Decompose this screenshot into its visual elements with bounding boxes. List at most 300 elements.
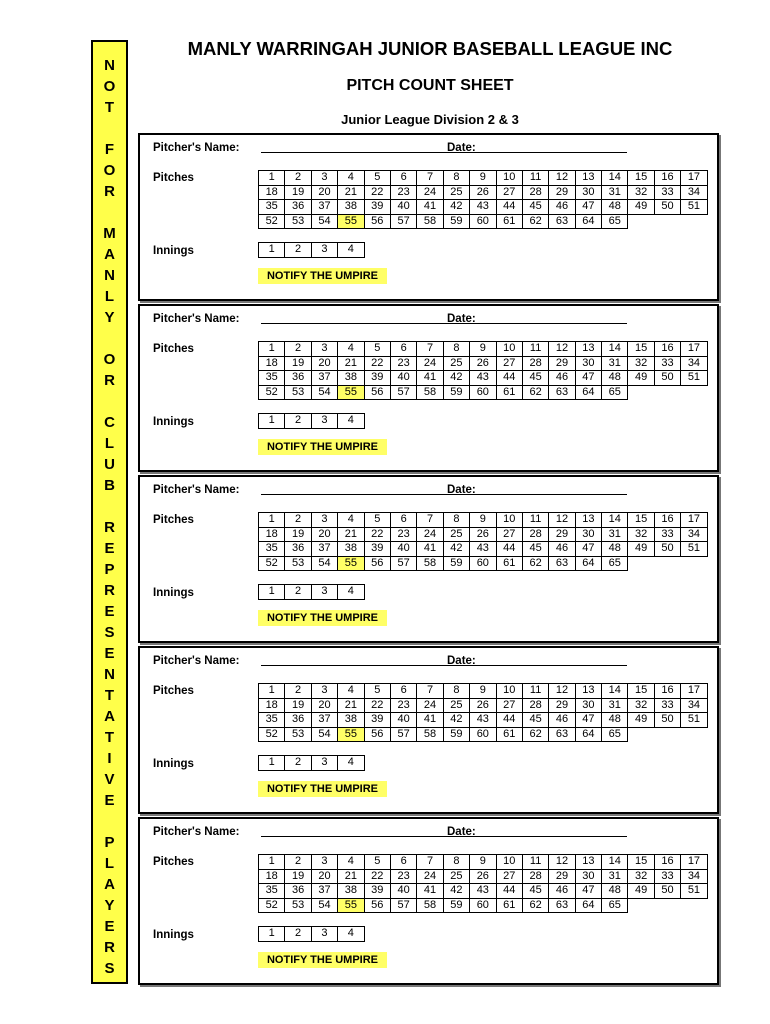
pitch-cell[interactable]: 41 [417,200,443,215]
pitch-cell[interactable]: 1 [259,171,285,186]
pitch-cell[interactable]: 53 [285,727,311,742]
pitch-cell[interactable]: 12 [549,855,575,870]
pitch-cell[interactable]: 40 [390,713,416,728]
pitch-cell[interactable]: 65 [602,727,628,742]
pitch-cell[interactable]: 16 [654,342,680,357]
pitch-cell[interactable]: 40 [390,542,416,557]
inning-cell[interactable]: 2 [285,756,311,771]
pitch-cell[interactable]: 2 [285,342,311,357]
pitch-cell[interactable]: 30 [575,527,601,542]
pitch-cell[interactable]: 54 [311,385,337,400]
pitch-cell[interactable]: 43 [470,713,496,728]
pitch-cell[interactable]: 26 [470,698,496,713]
pitch-cell[interactable]: 36 [285,884,311,899]
pitch-cell[interactable]: 40 [390,371,416,386]
pitch-cell[interactable]: 56 [364,385,390,400]
pitch-cell[interactable]: 14 [602,855,628,870]
pitch-cell[interactable]: 40 [390,200,416,215]
pitch-cell[interactable]: 45 [522,884,548,899]
pitch-cell[interactable]: 16 [654,855,680,870]
pitch-cell[interactable]: 65 [602,556,628,571]
pitch-cell[interactable]: 52 [259,556,285,571]
pitch-cell[interactable]: 13 [575,513,601,528]
inning-cell[interactable]: 1 [259,585,285,600]
pitch-cell[interactable]: 38 [338,371,364,386]
pitch-cell[interactable]: 23 [390,698,416,713]
pitch-cell[interactable]: 49 [628,371,654,386]
pitch-cell[interactable]: 25 [443,356,469,371]
pitch-cell[interactable]: 24 [417,869,443,884]
pitch-cell[interactable]: 45 [522,200,548,215]
pitch-cell[interactable]: 46 [549,371,575,386]
pitch-cell[interactable]: 32 [628,698,654,713]
pitch-cell[interactable]: 31 [602,698,628,713]
inning-cell[interactable]: 4 [338,243,364,258]
pitch-cell[interactable]: 18 [259,356,285,371]
pitch-cell[interactable]: 50 [654,542,680,557]
pitch-cell[interactable]: 37 [311,200,337,215]
pitch-cell[interactable]: 41 [417,371,443,386]
pitch-cell[interactable]: 1 [259,513,285,528]
pitch-cell[interactable]: 64 [575,214,601,229]
pitch-cell[interactable]: 38 [338,713,364,728]
pitch-cell[interactable]: 15 [628,342,654,357]
pitch-cell[interactable]: 34 [681,698,707,713]
pitch-cell[interactable]: 46 [549,200,575,215]
pitch-cell[interactable]: 52 [259,385,285,400]
pitch-cell[interactable]: 61 [496,898,522,913]
pitch-cell[interactable]: 2 [285,855,311,870]
pitch-cell[interactable]: 54 [311,556,337,571]
pitch-cell[interactable]: 63 [549,214,575,229]
pitch-cell[interactable]: 22 [364,527,390,542]
pitch-cell[interactable]: 26 [470,185,496,200]
pitch-cell[interactable]: 27 [496,698,522,713]
pitch-cell[interactable]: 38 [338,884,364,899]
pitch-cell[interactable]: 58 [417,385,443,400]
pitch-cell[interactable]: 16 [654,171,680,186]
pitch-cell[interactable]: 33 [654,869,680,884]
pitch-cell[interactable]: 5 [364,342,390,357]
pitch-cell[interactable]: 58 [417,214,443,229]
pitch-cell[interactable]: 15 [628,855,654,870]
pitch-cell[interactable]: 60 [470,214,496,229]
pitch-cell[interactable]: 8 [443,684,469,699]
pitch-cell[interactable]: 3 [311,171,337,186]
inning-cell[interactable]: 4 [338,414,364,429]
pitch-cell[interactable]: 58 [417,556,443,571]
pitch-cell[interactable]: 44 [496,371,522,386]
pitch-cell[interactable]: 55 [338,556,364,571]
pitch-cell[interactable]: 53 [285,898,311,913]
inning-cell[interactable]: 3 [311,243,337,258]
pitch-cell[interactable]: 4 [338,684,364,699]
pitch-cell[interactable]: 57 [390,214,416,229]
pitch-cell[interactable]: 2 [285,171,311,186]
pitch-cell[interactable]: 21 [338,698,364,713]
inning-cell[interactable]: 2 [285,927,311,942]
pitch-cell[interactable]: 19 [285,698,311,713]
pitch-cell[interactable]: 41 [417,884,443,899]
pitch-cell[interactable]: 47 [575,884,601,899]
pitch-cell[interactable]: 41 [417,542,443,557]
pitch-cell[interactable]: 9 [470,684,496,699]
pitch-cell[interactable]: 44 [496,542,522,557]
pitch-cell[interactable]: 25 [443,185,469,200]
inning-cell[interactable]: 4 [338,927,364,942]
pitch-cell[interactable]: 6 [390,855,416,870]
pitch-cell[interactable]: 26 [470,869,496,884]
pitch-cell[interactable]: 15 [628,513,654,528]
pitch-cell[interactable]: 35 [259,371,285,386]
pitch-cell[interactable]: 43 [470,542,496,557]
pitch-cell[interactable]: 35 [259,884,285,899]
pitch-cell[interactable]: 6 [390,171,416,186]
pitch-cell[interactable]: 49 [628,713,654,728]
pitch-cell[interactable]: 9 [470,855,496,870]
pitch-cell[interactable]: 8 [443,855,469,870]
pitch-cell[interactable]: 27 [496,527,522,542]
pitch-cell[interactable]: 1 [259,855,285,870]
pitch-cell[interactable]: 62 [522,385,548,400]
inning-cell[interactable]: 3 [311,927,337,942]
inning-cell[interactable]: 3 [311,585,337,600]
pitch-cell[interactable]: 5 [364,513,390,528]
pitch-cell[interactable]: 10 [496,855,522,870]
pitch-cell[interactable]: 7 [417,684,443,699]
pitch-cell[interactable]: 31 [602,185,628,200]
pitch-cell[interactable]: 19 [285,356,311,371]
pitch-cell[interactable]: 3 [311,855,337,870]
pitch-cell[interactable]: 48 [602,200,628,215]
pitch-cell[interactable]: 36 [285,371,311,386]
pitch-cell[interactable]: 9 [470,513,496,528]
pitch-cell[interactable]: 24 [417,698,443,713]
pitch-cell[interactable]: 46 [549,713,575,728]
pitch-cell[interactable]: 38 [338,200,364,215]
pitch-cell[interactable]: 30 [575,185,601,200]
pitch-cell[interactable]: 59 [443,727,469,742]
pitch-cell[interactable]: 35 [259,542,285,557]
pitch-cell[interactable]: 51 [681,713,707,728]
pitch-cell[interactable]: 18 [259,527,285,542]
pitch-cell[interactable]: 22 [364,698,390,713]
inning-cell[interactable]: 3 [311,414,337,429]
pitch-cell[interactable]: 61 [496,214,522,229]
pitch-cell[interactable]: 63 [549,556,575,571]
pitcher-name-field[interactable] [261,494,627,495]
pitch-cell[interactable]: 51 [681,200,707,215]
pitch-cell[interactable]: 65 [602,898,628,913]
pitch-cell[interactable]: 9 [470,171,496,186]
pitch-cell[interactable]: 24 [417,527,443,542]
pitch-cell[interactable]: 54 [311,214,337,229]
pitch-cell[interactable]: 59 [443,214,469,229]
inning-cell[interactable]: 2 [285,585,311,600]
pitch-cell[interactable]: 21 [338,527,364,542]
pitch-cell[interactable]: 30 [575,698,601,713]
pitch-cell[interactable]: 51 [681,542,707,557]
pitch-cell[interactable]: 39 [364,371,390,386]
inning-cell[interactable]: 4 [338,756,364,771]
pitch-cell[interactable]: 21 [338,185,364,200]
pitch-cell[interactable]: 31 [602,356,628,371]
pitch-cell[interactable]: 44 [496,713,522,728]
pitcher-name-field[interactable] [261,836,627,837]
pitch-cell[interactable]: 56 [364,898,390,913]
inning-cell[interactable]: 1 [259,927,285,942]
pitch-cell[interactable]: 58 [417,898,443,913]
pitch-cell[interactable]: 62 [522,727,548,742]
pitch-cell[interactable]: 13 [575,171,601,186]
pitch-cell[interactable]: 3 [311,684,337,699]
pitch-cell[interactable]: 31 [602,869,628,884]
pitcher-name-field[interactable] [261,323,627,324]
pitch-cell[interactable]: 38 [338,542,364,557]
pitch-cell[interactable]: 20 [311,869,337,884]
pitch-cell[interactable]: 34 [681,356,707,371]
pitch-cell[interactable]: 14 [602,513,628,528]
pitch-cell[interactable]: 37 [311,884,337,899]
pitch-cell[interactable]: 57 [390,727,416,742]
pitch-cell[interactable]: 25 [443,527,469,542]
pitch-cell[interactable]: 26 [470,356,496,371]
pitch-cell[interactable]: 47 [575,200,601,215]
pitch-cell[interactable]: 20 [311,356,337,371]
pitch-cell[interactable]: 63 [549,385,575,400]
pitch-cell[interactable]: 12 [549,684,575,699]
pitch-cell[interactable]: 28 [522,185,548,200]
pitch-cell[interactable]: 60 [470,898,496,913]
pitch-cell[interactable]: 64 [575,898,601,913]
pitch-cell[interactable]: 20 [311,527,337,542]
pitch-cell[interactable]: 60 [470,556,496,571]
pitch-cell[interactable]: 18 [259,698,285,713]
pitch-cell[interactable]: 61 [496,556,522,571]
pitch-cell[interactable]: 42 [443,542,469,557]
pitch-cell[interactable]: 48 [602,884,628,899]
pitch-cell[interactable]: 36 [285,200,311,215]
pitch-cell[interactable]: 39 [364,713,390,728]
pitch-cell[interactable]: 46 [549,542,575,557]
pitch-cell[interactable]: 48 [602,542,628,557]
pitch-cell[interactable]: 6 [390,513,416,528]
inning-cell[interactable]: 2 [285,243,311,258]
pitch-cell[interactable]: 13 [575,342,601,357]
pitch-cell[interactable]: 7 [417,171,443,186]
pitch-cell[interactable]: 17 [681,342,707,357]
pitch-cell[interactable]: 47 [575,713,601,728]
pitch-cell[interactable]: 28 [522,527,548,542]
pitch-cell[interactable]: 34 [681,185,707,200]
pitch-cell[interactable]: 14 [602,171,628,186]
pitch-cell[interactable]: 24 [417,185,443,200]
pitch-cell[interactable]: 17 [681,513,707,528]
pitch-cell[interactable]: 57 [390,556,416,571]
pitch-cell[interactable]: 3 [311,342,337,357]
pitch-cell[interactable]: 62 [522,556,548,571]
pitch-cell[interactable]: 50 [654,371,680,386]
pitch-cell[interactable]: 27 [496,356,522,371]
pitch-cell[interactable]: 32 [628,869,654,884]
pitch-cell[interactable]: 4 [338,342,364,357]
pitch-cell[interactable]: 64 [575,727,601,742]
pitch-cell[interactable]: 6 [390,342,416,357]
pitch-cell[interactable]: 32 [628,185,654,200]
pitch-cell[interactable]: 35 [259,200,285,215]
pitch-cell[interactable]: 46 [549,884,575,899]
pitch-cell[interactable]: 45 [522,542,548,557]
pitch-cell[interactable]: 32 [628,527,654,542]
pitch-cell[interactable]: 33 [654,527,680,542]
pitch-cell[interactable]: 44 [496,884,522,899]
pitch-cell[interactable]: 5 [364,855,390,870]
pitch-cell[interactable]: 24 [417,356,443,371]
pitch-cell[interactable]: 40 [390,884,416,899]
pitch-cell[interactable]: 14 [602,342,628,357]
pitch-cell[interactable]: 23 [390,869,416,884]
pitch-cell[interactable]: 49 [628,542,654,557]
pitch-cell[interactable]: 11 [522,684,548,699]
pitch-cell[interactable]: 29 [549,698,575,713]
pitch-cell[interactable]: 42 [443,200,469,215]
pitch-cell[interactable]: 42 [443,713,469,728]
pitch-cell[interactable]: 13 [575,684,601,699]
pitch-cell[interactable]: 45 [522,713,548,728]
pitch-cell[interactable]: 54 [311,898,337,913]
pitch-cell[interactable]: 55 [338,727,364,742]
pitch-cell[interactable]: 12 [549,342,575,357]
inning-cell[interactable]: 1 [259,414,285,429]
pitch-cell[interactable]: 48 [602,371,628,386]
pitch-cell[interactable]: 8 [443,342,469,357]
inning-cell[interactable]: 1 [259,243,285,258]
pitch-cell[interactable]: 7 [417,855,443,870]
pitch-cell[interactable]: 17 [681,855,707,870]
pitch-cell[interactable]: 39 [364,542,390,557]
pitch-cell[interactable]: 26 [470,527,496,542]
pitch-cell[interactable]: 51 [681,371,707,386]
pitch-cell[interactable]: 34 [681,869,707,884]
pitch-cell[interactable]: 15 [628,171,654,186]
pitch-cell[interactable]: 10 [496,684,522,699]
pitch-cell[interactable]: 54 [311,727,337,742]
pitch-cell[interactable]: 17 [681,684,707,699]
pitch-cell[interactable]: 25 [443,869,469,884]
pitch-cell[interactable]: 22 [364,869,390,884]
pitch-cell[interactable]: 10 [496,171,522,186]
pitch-cell[interactable]: 22 [364,185,390,200]
pitch-cell[interactable]: 55 [338,898,364,913]
pitch-cell[interactable]: 18 [259,185,285,200]
pitch-cell[interactable]: 59 [443,385,469,400]
pitch-cell[interactable]: 2 [285,513,311,528]
pitch-cell[interactable]: 37 [311,713,337,728]
pitch-cell[interactable]: 34 [681,527,707,542]
pitch-cell[interactable]: 30 [575,869,601,884]
pitch-cell[interactable]: 39 [364,884,390,899]
pitch-cell[interactable]: 16 [654,513,680,528]
pitch-cell[interactable]: 19 [285,185,311,200]
pitch-cell[interactable]: 65 [602,385,628,400]
pitch-cell[interactable]: 18 [259,869,285,884]
pitch-cell[interactable]: 64 [575,385,601,400]
pitch-cell[interactable]: 49 [628,200,654,215]
pitch-cell[interactable]: 52 [259,214,285,229]
pitch-cell[interactable]: 41 [417,713,443,728]
pitch-cell[interactable]: 23 [390,356,416,371]
pitch-cell[interactable]: 57 [390,898,416,913]
pitch-cell[interactable]: 55 [338,385,364,400]
pitch-cell[interactable]: 53 [285,214,311,229]
pitch-cell[interactable]: 50 [654,200,680,215]
pitch-cell[interactable]: 45 [522,371,548,386]
pitch-cell[interactable]: 43 [470,884,496,899]
pitch-cell[interactable]: 1 [259,684,285,699]
pitch-cell[interactable]: 63 [549,898,575,913]
pitch-cell[interactable]: 13 [575,855,601,870]
pitch-cell[interactable]: 61 [496,385,522,400]
pitcher-name-field[interactable] [261,665,627,666]
pitch-cell[interactable]: 23 [390,527,416,542]
pitch-cell[interactable]: 43 [470,371,496,386]
pitch-cell[interactable]: 12 [549,513,575,528]
pitch-cell[interactable]: 29 [549,527,575,542]
pitch-cell[interactable]: 49 [628,884,654,899]
pitch-cell[interactable]: 21 [338,356,364,371]
pitch-cell[interactable]: 12 [549,171,575,186]
pitch-cell[interactable]: 39 [364,200,390,215]
pitch-cell[interactable]: 59 [443,898,469,913]
pitch-cell[interactable]: 37 [311,542,337,557]
pitch-cell[interactable]: 36 [285,542,311,557]
pitch-cell[interactable]: 11 [522,513,548,528]
pitch-cell[interactable]: 9 [470,342,496,357]
pitch-cell[interactable]: 33 [654,356,680,371]
pitch-cell[interactable]: 7 [417,513,443,528]
pitch-cell[interactable]: 29 [549,185,575,200]
pitch-cell[interactable]: 33 [654,185,680,200]
pitch-cell[interactable]: 29 [549,869,575,884]
pitch-cell[interactable]: 16 [654,684,680,699]
pitch-cell[interactable]: 28 [522,698,548,713]
pitch-cell[interactable]: 61 [496,727,522,742]
pitch-cell[interactable]: 19 [285,527,311,542]
pitch-cell[interactable]: 29 [549,356,575,371]
inning-cell[interactable]: 1 [259,756,285,771]
pitch-cell[interactable]: 62 [522,898,548,913]
pitch-cell[interactable]: 3 [311,513,337,528]
pitch-cell[interactable]: 32 [628,356,654,371]
pitch-cell[interactable]: 1 [259,342,285,357]
pitch-cell[interactable]: 50 [654,713,680,728]
pitch-cell[interactable]: 31 [602,527,628,542]
pitch-cell[interactable]: 48 [602,713,628,728]
pitch-cell[interactable]: 35 [259,713,285,728]
pitch-cell[interactable]: 25 [443,698,469,713]
pitch-cell[interactable]: 65 [602,214,628,229]
pitch-cell[interactable]: 55 [338,214,364,229]
pitch-cell[interactable]: 56 [364,556,390,571]
pitch-cell[interactable]: 4 [338,855,364,870]
pitch-cell[interactable]: 42 [443,371,469,386]
pitch-cell[interactable]: 37 [311,371,337,386]
pitch-cell[interactable]: 14 [602,684,628,699]
pitch-cell[interactable]: 17 [681,171,707,186]
pitch-cell[interactable]: 52 [259,727,285,742]
pitch-cell[interactable]: 50 [654,884,680,899]
pitch-cell[interactable]: 2 [285,684,311,699]
